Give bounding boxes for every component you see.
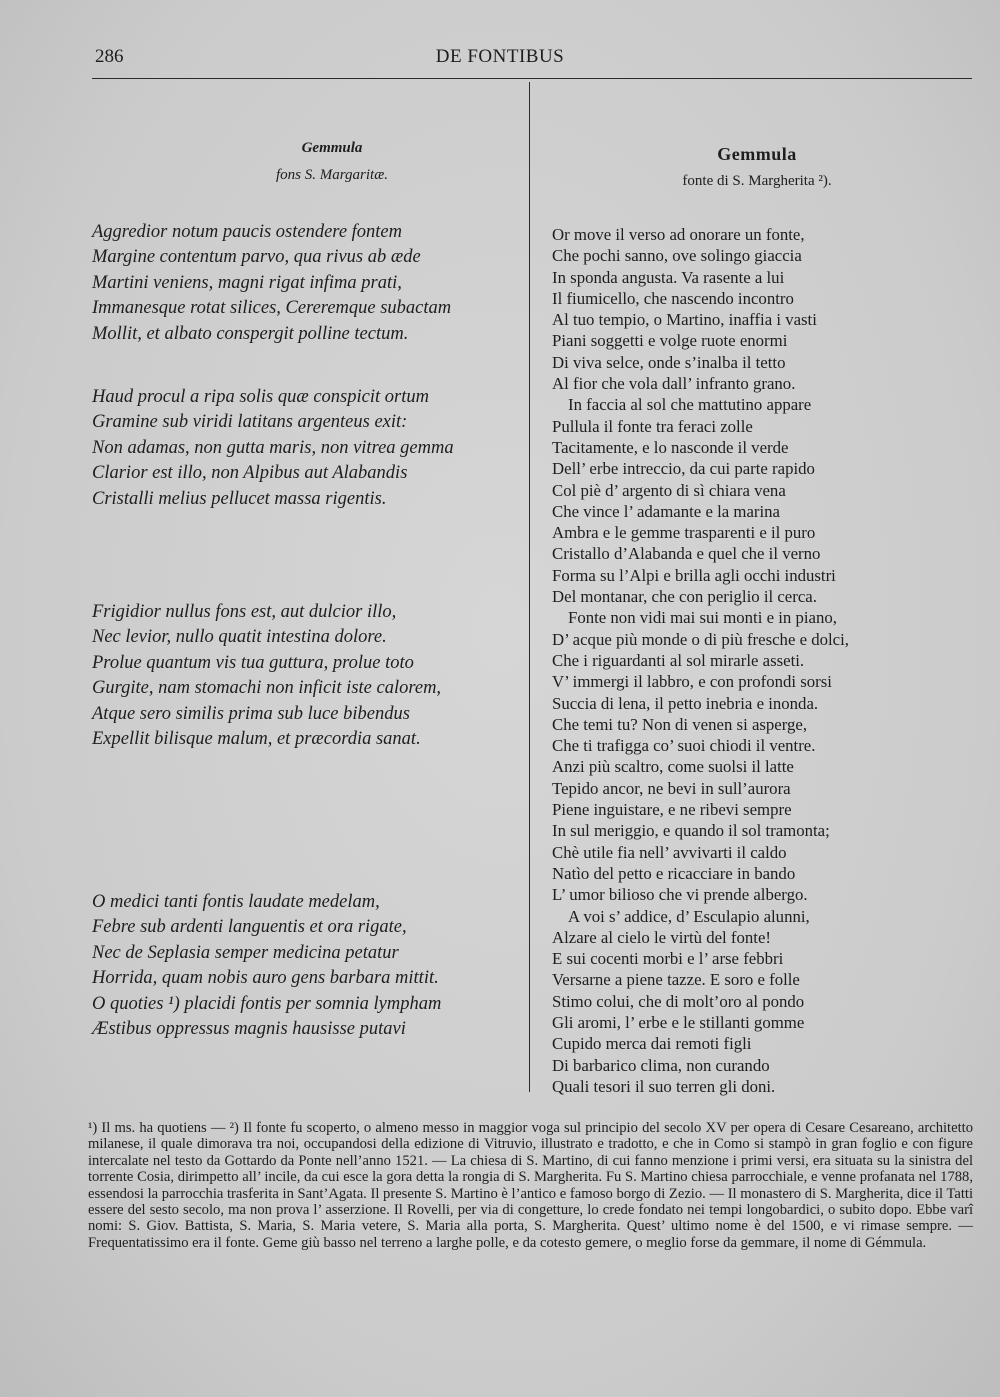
verse-line: Cristalli melius pellucet massa rigentis. bbox=[92, 488, 387, 509]
verse-line: Di barbarico clima, non curando bbox=[552, 1055, 770, 1075]
verse-line: V’ immergi il labbro, e con profondi sorsi bbox=[552, 672, 832, 692]
verse-line: Alzare al cielo le virtù del fonte! bbox=[552, 927, 771, 947]
verse-line: O medici tanti fontis laudate medelam, bbox=[92, 892, 380, 912]
verse-line: Piene inguistare, e ne ribevi sempre bbox=[552, 800, 792, 820]
italian-verse-lines bbox=[552, 224, 849, 1097]
verse-line: In faccia al sol che mattutino appare bbox=[568, 395, 812, 415]
running-title: DE FONTIBUS bbox=[435, 46, 565, 67]
footnote-text: ¹) Il ms. ha quotiens — ²) Il fonte fu scoperto, o almeno messo in maggior voga sul principio del secolo XV per opera di Cesare Cesareano, architetto milanese, il quale dimorava tra noi, occupandosi della edizione di Vitruvio, illustrato e tradotto, e che in Como si stampò in gran foglio e con figure intercalate nel testo da Gottardo da Ponte nell’anno 1521. — La chiesa di S. Martino, di cui fanno menzione i primi versi, era situata su la sinistra del torrente Cosia, dirimpetto all’ incile, da cui esce la gora detta la rongia di S. Margherita. Fu S. Martino chiesa parrocchiale, e venne profanata nel 1788, essendosi la parrocchia trasferita in Sant’Agata. Il presente S. Martino è l’antico e famoso borgo di Zezio. — Il monastero di S. Margherita, dice il Tatti essere del sesto secolo, ma non prova l’ asserzione. Il Rovelli, per via di congetture, lo crede fondato nei tempi longobardici, o subito dopo. Ebbe varî nomi: S. Giov. Battista, S. Maria, S. Maria vetere, S. Maria alla porta, S. Margherita. Quest’ ultimo nome è del 1500, e vi rimase sempre. — Frequentatissimo era il fonte. Geme giù basso nel terreno a larghe polle, e da cotesto gemere, o meglio forse da gemmare, il nome di Gémmula. bbox=[88, 1120, 973, 1251]
verse-line: In sponda angusta. Va rasente a lui bbox=[552, 267, 785, 287]
verse-line: Or move il verso ad onorare un fonte, bbox=[552, 225, 805, 244]
verse-line: L’ umor bilioso che vi prende albergo. bbox=[552, 885, 808, 905]
verse-line: Cristallo d’Alabanda e quel che il verno bbox=[552, 544, 821, 564]
verse-line: Atque sero similis prima sub luce bibendus bbox=[92, 703, 410, 724]
verse-line: Mollit, et albato conspergit polline tectum. bbox=[92, 323, 409, 344]
verse-line: Che ti trafigga co’ suoi chiodi il ventre. bbox=[552, 736, 816, 756]
verse-line: Febre sub ardenti languentis et ora rigate, bbox=[92, 917, 407, 938]
verse-line: Del montanar, che con periglio il cerca. bbox=[552, 587, 817, 607]
verse-line: In sul meriggio, e quando il sol tramonta; bbox=[552, 821, 830, 841]
verse-line: Nec de Seplasia semper medicina petatur bbox=[92, 942, 399, 963]
verse-line: Expellit bilisque malum, et præcordia sanat. bbox=[92, 729, 421, 750]
verse-line: Di viva selce, onde s’inalba il tetto bbox=[552, 352, 786, 372]
verse-line: Il fiumicello, che nascendo incontro bbox=[552, 288, 794, 308]
verse-line: E sui cocenti morbi e l’ arse febbri bbox=[552, 949, 784, 969]
verse-line: Chè utile fia nell’ avvivarti il caldo bbox=[552, 842, 787, 862]
verse-line: Dell’ erbe intreccio, da cui parte rapido bbox=[552, 459, 815, 479]
verse-line: Haud procul a ripa solis quæ conspicit ortum bbox=[92, 387, 429, 407]
verse-line: Piani soggetti e volge ruote enormi bbox=[552, 331, 788, 351]
verse-line: A voi s’ addice, d’ Esculapio alunni, bbox=[568, 906, 810, 926]
verse-line: Gurgite, nam stomachi non inficit iste calorem, bbox=[92, 678, 442, 699]
verse-line: Tacitamente, e lo nasconde il verde bbox=[552, 437, 789, 457]
footnotes bbox=[88, 1120, 973, 1251]
verse-line: Tepido ancor, ne bevi in sull’aurora bbox=[552, 778, 791, 798]
verse-line: Aggredior notum paucis ostendere fontem bbox=[92, 222, 403, 242]
latin-stanza-4 bbox=[92, 890, 441, 1042]
verse-line: Versarne a piene tazze. E soro e folle bbox=[552, 970, 800, 990]
verse-line: Horrida, quam nobis auro gens barbara mittit. bbox=[92, 968, 439, 989]
verse-line: Non adamas, non gutta maris, non vitrea gemma bbox=[92, 437, 454, 458]
verse-line: Anzi più scaltro, come suolsi il latte bbox=[552, 757, 794, 777]
verse-line: Forma su l’Alpi e brilla agli occhi industri bbox=[552, 565, 836, 585]
verse-line: Cupido merca dai remoti figli bbox=[552, 1034, 752, 1054]
verse-line: Pullula il fonte tra feraci zolle bbox=[552, 416, 753, 436]
verse-line: Che vince l’ adamante e la marina bbox=[552, 501, 780, 521]
latin-subtitle: fons S. Margaritæ. bbox=[276, 167, 388, 183]
column-divider bbox=[529, 82, 530, 1092]
latin-stanza-1 bbox=[92, 220, 451, 347]
verse-line: Gramine sub viridi latitans argenteus exit: bbox=[92, 412, 408, 433]
verse-line: Ambra e le gemme trasparenti e il puro bbox=[552, 523, 816, 543]
verse-line: Al tuo tempio, o Martino, inaffia i vasti bbox=[552, 310, 817, 330]
italian-poem bbox=[552, 144, 962, 1096]
verse-line: Martini veniens, magni rigat infima prati, bbox=[92, 272, 402, 293]
page-number: 286 bbox=[95, 46, 124, 67]
verse-line: Clarior est illo, non Alpibus aut Alabandis bbox=[92, 463, 408, 484]
verse-line: Fonte non vidi mai sui monti e in piano, bbox=[568, 608, 837, 628]
verse-line: Al fior che vola dall’ infranto grano. bbox=[552, 374, 796, 394]
verse-line: Col piè d’ argento di sì chiara vena bbox=[552, 480, 786, 500]
latin-title: Gemmula bbox=[301, 140, 363, 156]
verse-line: O quoties ¹) placidi fontis per somnia lympham bbox=[92, 993, 442, 1014]
verse-line: Nec levior, nullo quatit intestina dolore. bbox=[92, 627, 387, 648]
verse-line: Che temi tu? Non di venen si asperge, bbox=[552, 714, 808, 734]
header-rule bbox=[92, 78, 972, 79]
verse-line: Frigidior nullus fons est, aut dulcior illo, bbox=[92, 602, 397, 622]
verse-line: Gli aromi, l’ erbe e le stillanti gomme bbox=[552, 1012, 805, 1032]
verse-line: Stimo colui, che di molt’oro al pondo bbox=[552, 991, 805, 1011]
verse-line: Margine contentum parvo, qua rivus ab æde bbox=[92, 247, 421, 268]
verse-line: D’ acque più monde o di più fresche e dolci, bbox=[552, 629, 849, 649]
verse-line: Quali tesori il suo terren gli doni. bbox=[552, 1076, 776, 1096]
latin-stanza-3 bbox=[92, 600, 441, 752]
verse-line: Che i riguardanti al sol mirarle asseti. bbox=[552, 650, 805, 670]
verse-line: Prolue quantum vis tua guttura, prolue toto bbox=[92, 652, 414, 673]
verse-line: Natìo del petto e ricacciare in bando bbox=[552, 863, 796, 883]
italian-subtitle: fonte di S. Margherita ²). bbox=[682, 173, 832, 189]
page-header bbox=[0, 46, 1000, 76]
verse-line: Che pochi sanno, ove solingo giaccia bbox=[552, 246, 802, 266]
verse-line: Succia di lena, il petto inebria e inonda. bbox=[552, 693, 819, 713]
latin-poem bbox=[92, 140, 512, 1040]
latin-stanza-2 bbox=[92, 385, 454, 512]
italian-title: Gemmula bbox=[717, 144, 797, 164]
verse-line: Immanesque rotat silices, Cereremque subactam bbox=[92, 298, 452, 319]
verse-line: Æstibus oppressus magnis hausisse putavi bbox=[92, 1019, 406, 1040]
